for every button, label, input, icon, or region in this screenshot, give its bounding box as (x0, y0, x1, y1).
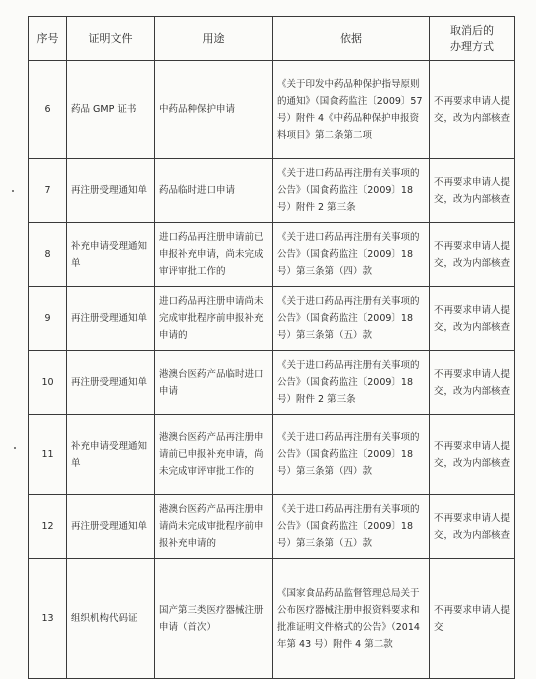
table-row (29, 287, 515, 351)
table-row (29, 351, 515, 415)
row-doc: 组织机构代码证 (67, 559, 155, 679)
table-row (29, 159, 515, 223)
row-use: 进口药品再注册申请前已申报补充申请，尚未完成审评审批工作的 (155, 223, 273, 287)
row-use: 港澳台医药产品再注册申请前已申报补充申请，尚未完成审评审批工作的 (155, 415, 273, 495)
row-method: 不再要求申请人提交，改为内部核查 (430, 415, 515, 495)
header-no: 序号 (29, 17, 67, 61)
row-basis: 《关于进口药品再注册有关事项的公告》（国食药监注〔2009〕18 号）第三条第（五）款 (273, 287, 430, 351)
header-use: 用途 (155, 17, 273, 61)
row-doc: 补充申请受理通知单 (67, 223, 155, 287)
row-no: 10 (29, 351, 67, 415)
row-no: 7 (29, 159, 67, 223)
row-basis: 《关于进口药品再注册有关事项的公告》（国食药监注〔2009〕18 号）第三条第（四）款 (273, 415, 430, 495)
row-use: 进口药品再注册申请尚未完成审批程序前申报补充申请的 (155, 287, 273, 351)
row-no: 9 (29, 287, 67, 351)
row-use: 港澳台医药产品临时进口申请 (155, 351, 273, 415)
row-method: 不再要求申请人提交，改为内部核查 (430, 351, 515, 415)
table-row (29, 415, 515, 495)
row-basis: 《国家食品药品监督管理总局关于公布医疗器械注册申报资料要求和批准证明文件格式的公告》（2014 年第 43 号）附件 4 第二款 (273, 559, 430, 679)
header-method: 取消后的 办理方式 (430, 17, 515, 61)
row-method: 不再要求申请人提交，改为内部核查 (430, 223, 515, 287)
row-basis: 《关于进口药品再注册有关事项的公告》（国食药监注〔2009〕18 号）第三条第（四）款 (273, 223, 430, 287)
row-no: 11 (29, 415, 67, 495)
row-method: 不再要求申请人提交，改为内部核查 (430, 61, 515, 159)
row-doc: 再注册受理通知单 (67, 159, 155, 223)
header-doc: 证明文件 (67, 17, 155, 61)
row-no: 12 (29, 495, 67, 559)
row-basis: 《关于进口药品再注册有关事项的公告》（国食药监注〔2009〕18 号）第三条第（五）款 (273, 495, 430, 559)
row-doc: 再注册受理通知单 (67, 495, 155, 559)
row-doc: 再注册受理通知单 (67, 351, 155, 415)
table-row (29, 223, 515, 287)
row-no: 13 (29, 559, 67, 679)
row-method: 不再要求申请人提交，改为内部核查 (430, 287, 515, 351)
table-row (29, 61, 515, 159)
row-doc: 药品 GMP 证书 (67, 61, 155, 159)
row-no: 8 (29, 223, 67, 287)
row-basis: 《关于进口药品再注册有关事项的公告》（国食药监注〔2009〕18 号）附件 2 第三条 (273, 159, 430, 223)
row-method: 不再要求申请人提交，改为内部核查 (430, 495, 515, 559)
row-doc: 补充申请受理通知单 (67, 415, 155, 495)
certificate-table (28, 16, 515, 679)
row-no: 6 (29, 61, 67, 159)
row-use: 药品临时进口申请 (155, 159, 273, 223)
row-method: 不再要求申请人提交 (430, 559, 515, 679)
scan-speck (14, 447, 16, 449)
table-row (29, 495, 515, 559)
row-use: 港澳台医药产品再注册申请尚未完成审批程序前申报补充申请的 (155, 495, 273, 559)
header-basis: 依据 (273, 17, 430, 61)
document-page (28, 16, 514, 679)
scan-speck (12, 190, 14, 192)
table-header-row (29, 17, 515, 61)
table-row (29, 559, 515, 679)
row-basis: 《关于印发中药品种保护指导原则的通知》（国食药监注〔2009〕57 号）附件 4《中药品种保护申报资料项目》第二条第二项 (273, 61, 430, 159)
row-method: 不再要求申请人提交，改为内部核查 (430, 159, 515, 223)
row-doc: 再注册受理通知单 (67, 287, 155, 351)
row-use: 中药品种保护申请 (155, 61, 273, 159)
row-basis: 《关于进口药品再注册有关事项的公告》（国食药监注〔2009〕18 号）附件 2 第三条 (273, 351, 430, 415)
row-use: 国产第三类医疗器械注册申请（首次） (155, 559, 273, 679)
